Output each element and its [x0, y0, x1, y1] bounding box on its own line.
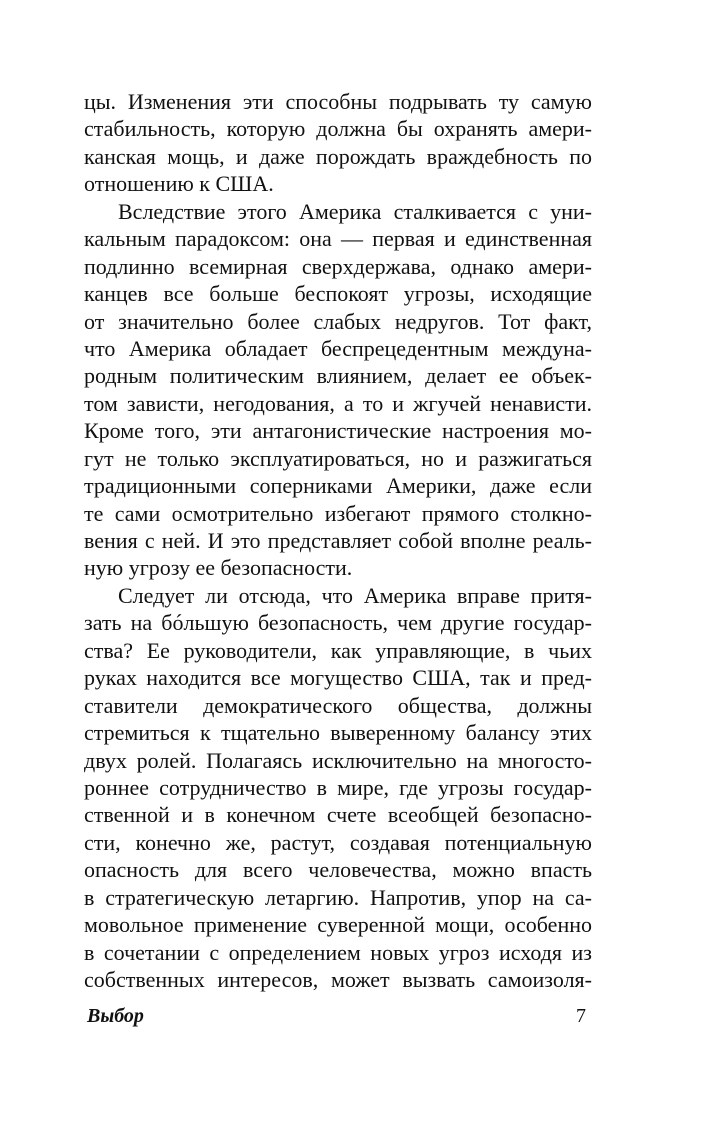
text-line: ственной и в конечном счете всеобщей безопасно- — [84, 802, 592, 828]
text-line: вения с ней. И это представляет собой вполне реаль- — [84, 528, 592, 553]
text-line: сти, конечно же, растут, создавая потенциальную — [84, 829, 592, 855]
text-line: родным политическим влиянием, делает ее объек- — [84, 363, 592, 389]
text-line: зать на бóльшую безопасность, чем другие государ- — [84, 610, 592, 636]
text-line: кальным парадоксом: она — первая и единственная — [84, 226, 592, 252]
text-line: Кроме того, эти антагонистические настроения мо- — [84, 418, 592, 444]
paragraph-start-line: Следует ли отсюда, что Америка вправе притя- — [118, 582, 592, 608]
text-line: цы. Изменения эти способны подрывать ту самую — [84, 89, 592, 114]
text-line: подлинно всемирная сверхдержава, однако амери- — [84, 253, 592, 279]
page-number: 7 — [576, 1005, 586, 1027]
text-line: собственных интересов, может вызвать самоизоля- — [84, 967, 592, 992]
text-line: от значительно более слабых недругов. Тот факт, — [84, 308, 592, 334]
text-line: руках находится все могущество США, так и пред- — [84, 665, 592, 691]
text-line: стремиться к тщательно выверенному балансу этих — [84, 720, 592, 746]
text-line: ную угрозу ее безопасности. — [84, 555, 353, 581]
text-line: мовольное применение суверенной мощи, особенно — [84, 912, 592, 938]
text-line: канская мощь, и даже порождать враждебность по — [84, 143, 592, 169]
text-line: отношению к США. — [84, 171, 274, 197]
text-line: в стратегическую летаргию. Напротив, упор на са- — [84, 884, 592, 910]
text-line: стабильность, которую должна бы охранять амери- — [84, 116, 592, 142]
text-line: канцев все больше беспокоят угрозы, исходящие — [84, 281, 592, 307]
text-line: роннее сотрудничество в мире, где угрозы государ- — [84, 774, 592, 800]
text-line: что Америка обладает беспрецедентным междуна- — [84, 335, 592, 361]
running-footer-title: Выбор — [87, 1005, 144, 1027]
text-line: том зависти, негодования, а то и жгучей ненависти. — [84, 390, 592, 416]
text-line: те сами осмотрительно избегают прямого столкно- — [84, 500, 592, 526]
text-line: гут не только эксплуатироваться, но и разжигаться — [84, 445, 592, 471]
text-line: двух ролей. Полагаясь исключительно на многосто- — [84, 747, 592, 773]
paragraph-start-line: Вследствие этого Америка сталкивается с уни- — [118, 198, 592, 224]
text-line: ставители демократического общества, должны — [84, 692, 592, 718]
text-line: в сочетании с определением новых угроз исходя из — [84, 939, 592, 965]
text-line: опасность для всего человечества, можно впасть — [84, 857, 592, 883]
text-line: ства? Ее руководители, как управляющие, в чьих — [84, 637, 592, 663]
text-line: традиционными соперниками Америки, даже если — [84, 473, 592, 499]
body-text — [84, 88, 592, 993]
